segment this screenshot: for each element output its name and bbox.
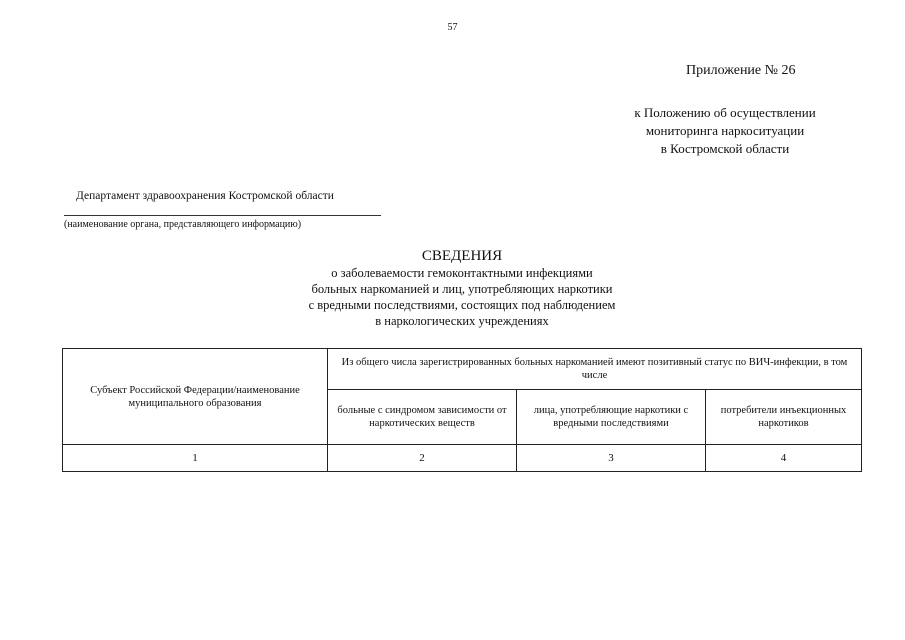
hiv-status-group-header: Из общего числа зарегистрированных больных наркоманией имеют позитивный статус по ВИЧ-инфекции, в том числе bbox=[328, 349, 862, 390]
appendix-title: Приложение № 26 bbox=[686, 63, 796, 78]
report-table bbox=[62, 348, 862, 472]
dependency-syndrome-header: больные с синдромом зависимости от наркотических веществ bbox=[328, 390, 517, 445]
column-number-cell: 2 bbox=[328, 445, 517, 472]
heading-title: СВЕДЕНИЯ bbox=[421, 248, 503, 264]
injection-users-header: потребители инъекционных наркотиков bbox=[706, 390, 862, 445]
appendix-reference-line: в Костромской области bbox=[660, 141, 790, 156]
heading-line: о заболеваемости гемоконтактными инфекциями bbox=[331, 266, 593, 280]
column-number-row bbox=[63, 445, 862, 472]
appendix-reference-line: мониторинга наркоситуации bbox=[645, 123, 805, 138]
document-heading bbox=[200, 247, 724, 329]
appendix-reference bbox=[600, 104, 850, 158]
column-number-cell: 1 bbox=[63, 445, 328, 472]
organization-underline bbox=[64, 215, 381, 216]
heading-line: больных наркоманией и лиц, употребляющих наркотики bbox=[311, 282, 613, 296]
appendix-reference-line: к Положению об осуществлении bbox=[634, 105, 816, 120]
subject-header-cell: Субъект Российской Федерации/наименование муниципального образования bbox=[63, 349, 328, 445]
table-header-row bbox=[63, 349, 862, 390]
harmful-use-header: лица, употребляющие наркотики с вредными последствиями bbox=[517, 390, 706, 445]
column-number-cell: 3 bbox=[517, 445, 706, 472]
organization-name: Департамент здравоохранения Костромской области bbox=[76, 190, 334, 202]
column-number-cell: 4 bbox=[706, 445, 862, 472]
heading-line: с вредными последствиями, состоящих под наблюдением bbox=[308, 298, 616, 312]
page-number: 57 bbox=[447, 22, 458, 33]
heading-line: в наркологических учреждениях bbox=[375, 314, 549, 328]
organization-caption: (наименование органа, представляющего информацию) bbox=[64, 219, 302, 230]
